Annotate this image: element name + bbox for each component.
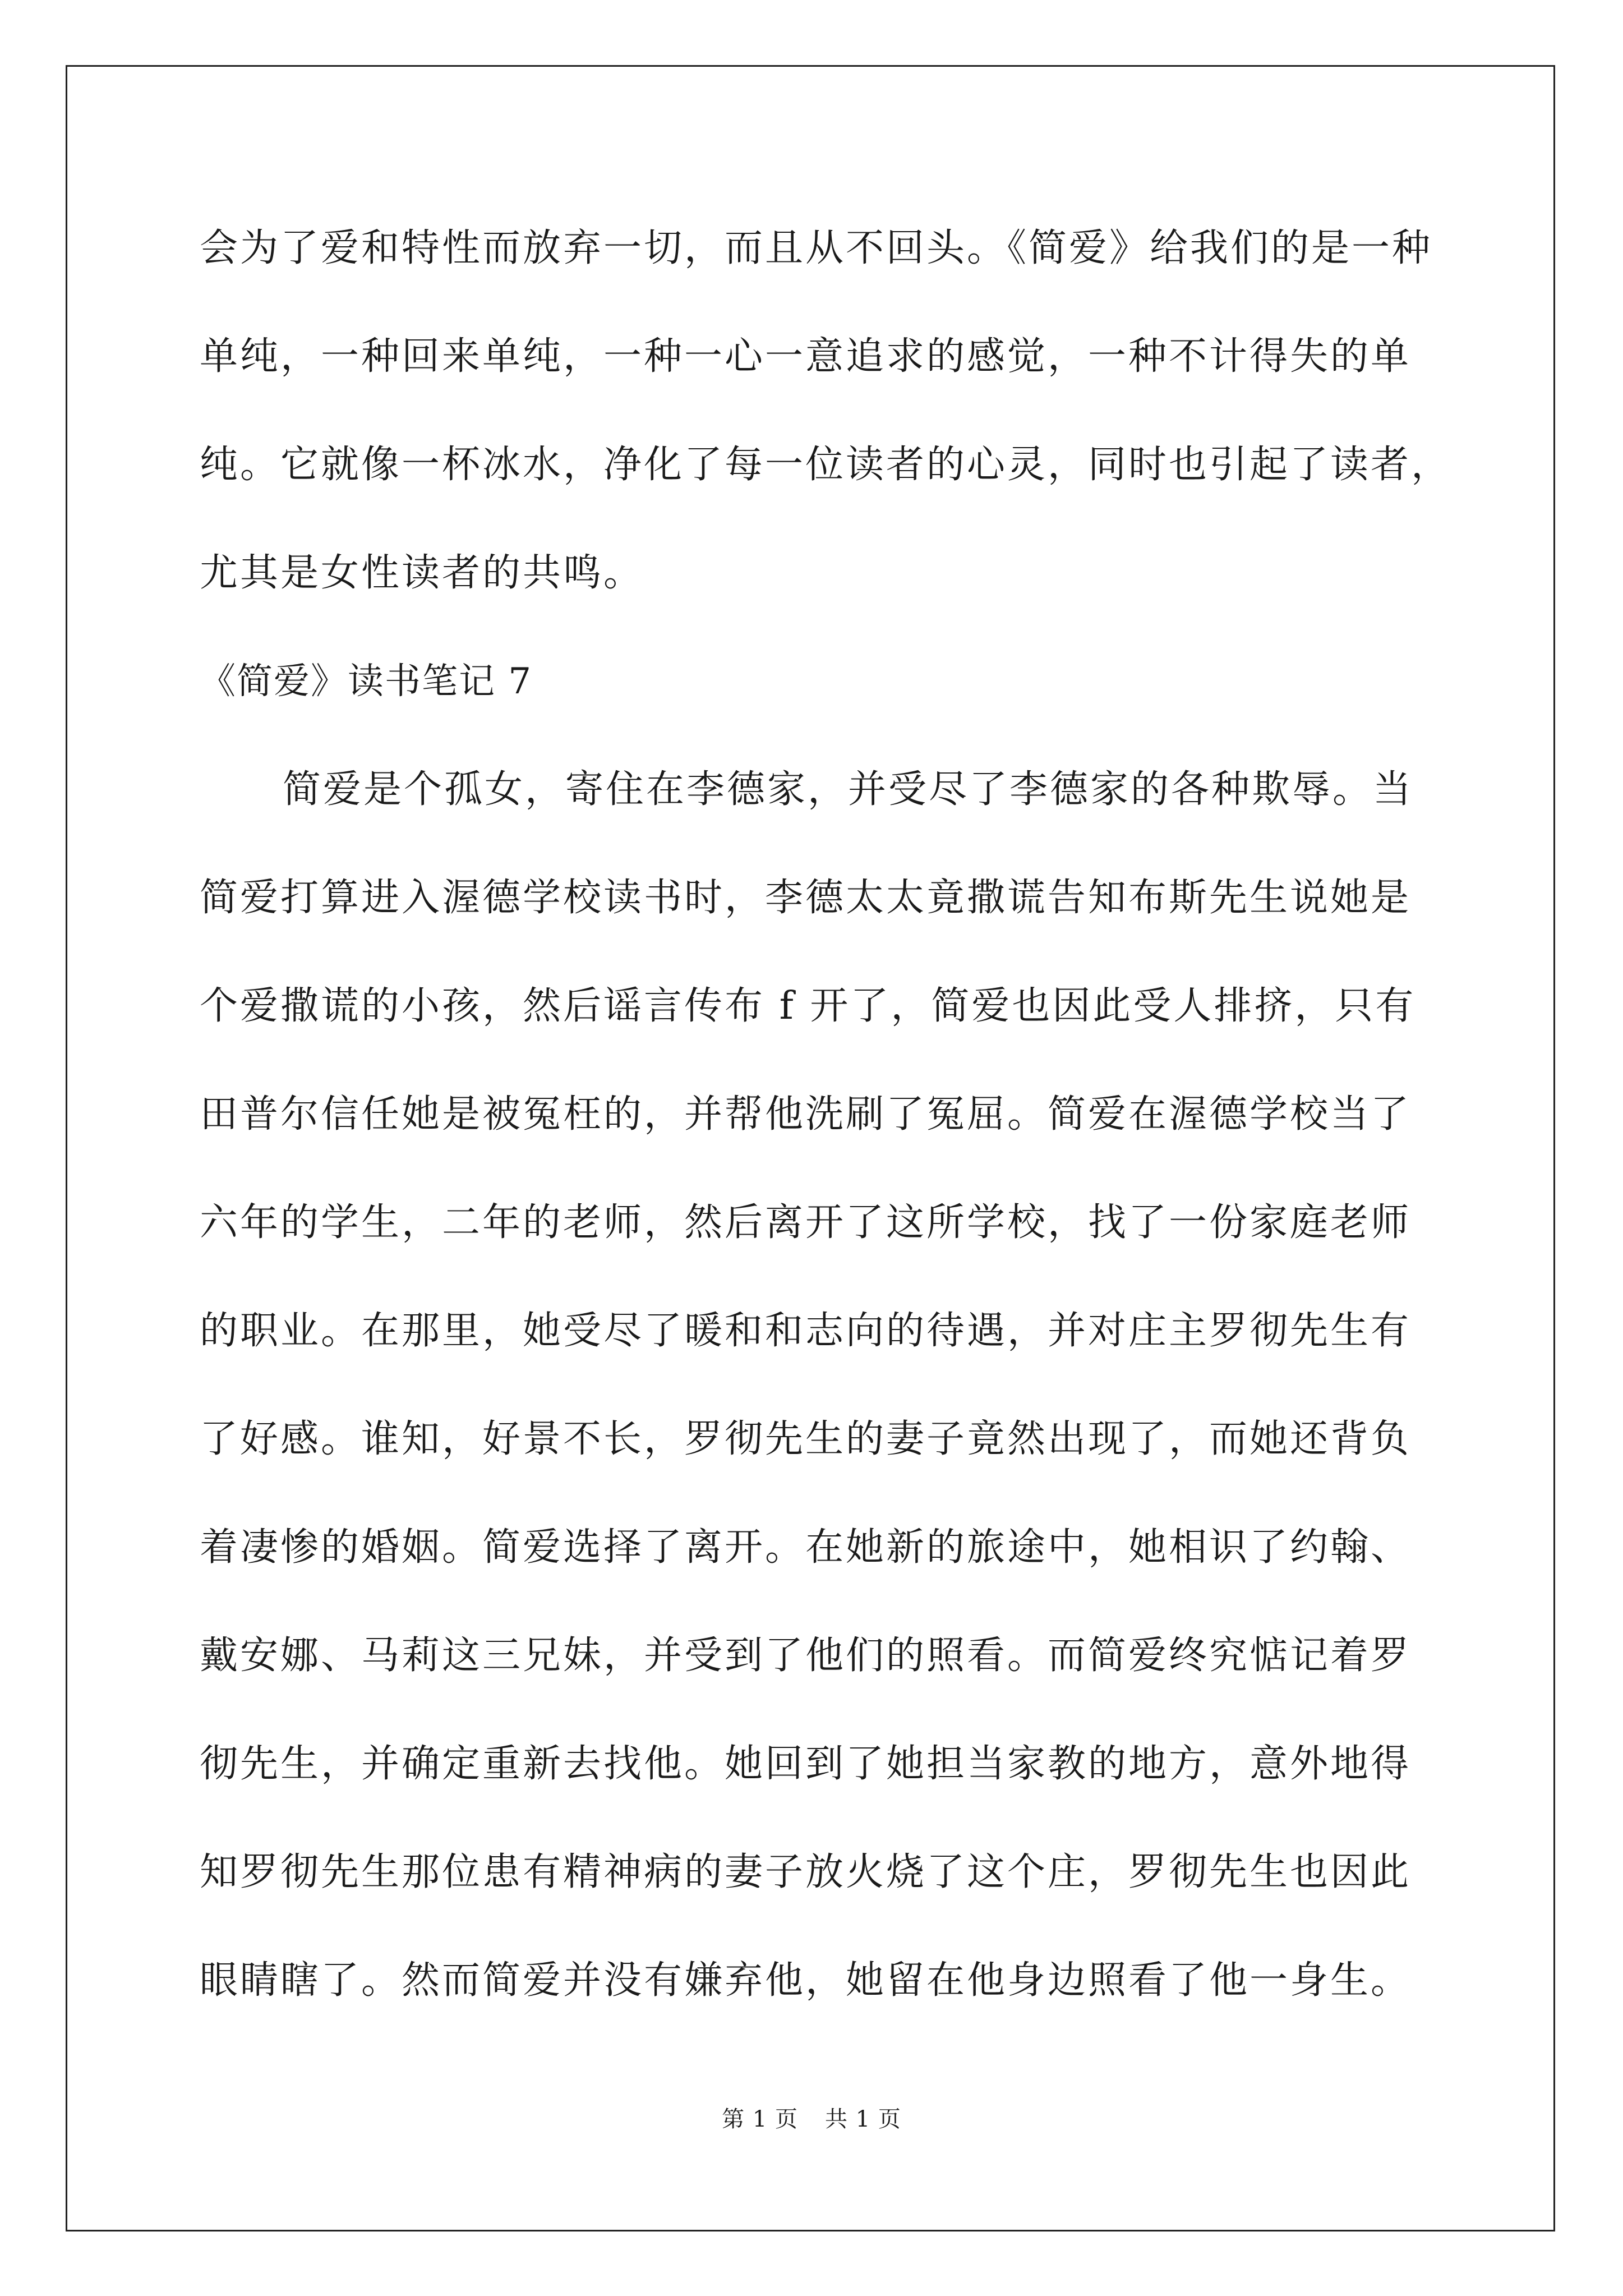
paragraph-line: 眼睛瞎了。然而简爱并没有嫌弃他，她留在他身边照看了他一身生。 [200, 1958, 1412, 2003]
paragraph-line: 简爱是个孤女，寄住在李德家，并受尽了李德家的各种欺辱。当 [283, 767, 1414, 812]
paragraph-line: 戴安娜、马莉这三兄妹，并受到了他们的照看。而简爱终究惦记着罗 [200, 1634, 1412, 1678]
paragraph-line: 田普尔信任她是被冤枉的，并帮他洗刷了冤屈。简爱在渥德学校当了 [200, 1092, 1412, 1137]
paragraph-line: 六年的学生，二年的老师，然后离开了这所学校，找了一份家庭老师 [200, 1200, 1412, 1245]
text-line: 尤其是女性读者的共鸣。 [200, 551, 644, 595]
text-line: 单纯，一种回来单纯，一种一心一意追求的感觉，一种不计得失的单 [200, 334, 1412, 379]
paragraph-line: 的职业。在那里，她受尽了暖和和志向的待遇，并对庄主罗彻先生有 [200, 1309, 1412, 1353]
text-line: 会为了爱和特性而放弃一切，而且从不回头。《简爱》给我们的是一种 [200, 226, 1433, 270]
paragraph-line: 个爱撒谎的小孩，然后谣言传布 f 开了，简爱也因此受人排挤，只有 [200, 984, 1416, 1028]
paragraph-line: 简爱打算进入渥德学校读书时，李德太太竟撒谎告知布斯先生说她是 [200, 876, 1412, 920]
text-line: 纯。它就像一杯冰水，净化了每一位读者的心灵，同时也引起了读者， [200, 443, 1452, 487]
page-footer [0, 2104, 1623, 2135]
paragraph-line: 着凄惨的婚姻。简爱选择了离开。在她新的旅途中，她相识了约翰、 [200, 1525, 1412, 1570]
page-number: 第 1 页 [722, 2106, 798, 2132]
paragraph-line: 知罗彻先生那位患有精神病的妻子放火烧了这个庄，罗彻先生也因此 [200, 1850, 1412, 1894]
paragraph-line: 彻先生，并确定重新去找他。她回到了她担当家教的地方，意外地得 [200, 1742, 1412, 1786]
paragraph-line: 了好感。谁知，好景不长，罗彻先生的妻子竟然出现了，而她还背负 [200, 1417, 1412, 1461]
page-total: 共 1 页 [825, 2106, 901, 2132]
section-heading: 《简爱》读书笔记 7 [200, 661, 533, 702]
